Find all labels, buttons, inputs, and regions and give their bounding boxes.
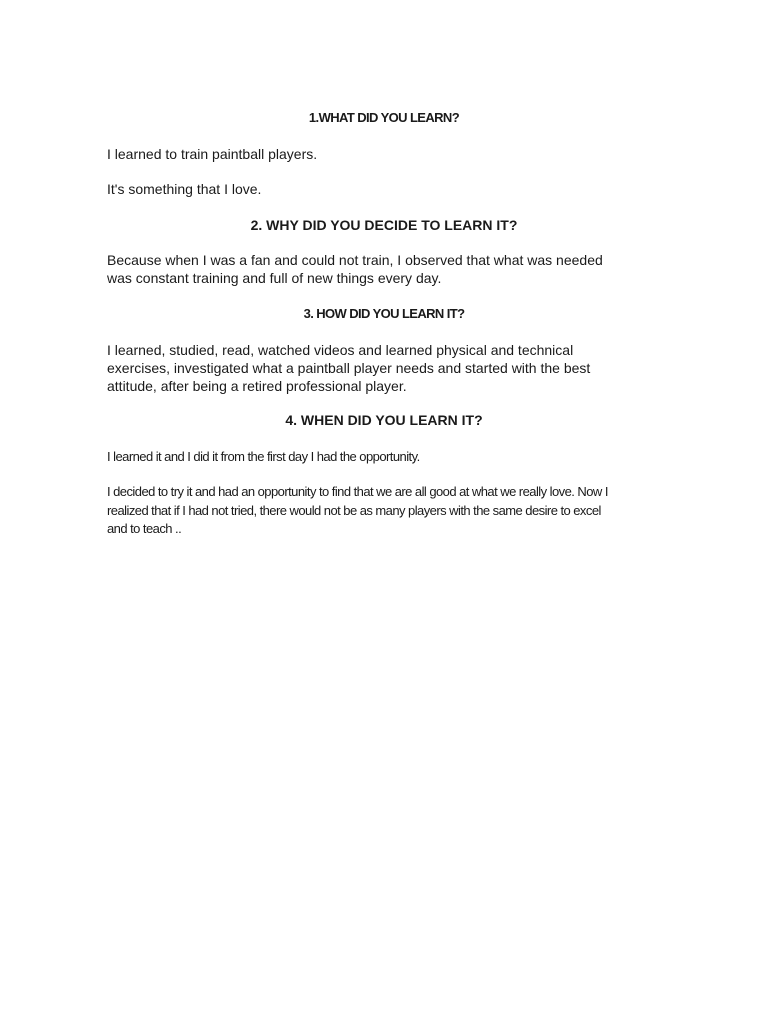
answer-line: and to teach ..	[107, 521, 182, 536]
answer-line: attitude, after being a retired professional player.	[107, 378, 407, 394]
answer-line: exercises, investigated what a paintball player needs and started with the best	[107, 360, 591, 376]
question-2-heading: 2. WHY DID YOU DECIDE TO LEARN IT?	[250, 217, 518, 233]
answer-line: I learned, studied, read, watched videos and learned physical and technical	[107, 342, 574, 358]
answer-line: realized that if I had not tried, there would not be as many players with the same desire to excel	[107, 502, 601, 518]
answer-line: Because when I was a fan and could not train, I observed that what was needed	[107, 252, 603, 268]
question-1-heading: 1.WHAT DID YOU LEARN?	[308, 110, 460, 125]
question-4-heading: 4. WHEN DID YOU LEARN IT?	[285, 412, 483, 428]
question-3-answer	[107, 341, 667, 395]
answer-line: I decided to try it and had an opportunity to find that we are all good at what we really love. Now I	[107, 484, 608, 499]
question-2-answer	[107, 251, 667, 287]
answer-line: was constant training and full of new things every day.	[107, 270, 442, 286]
question-1-answer-line-2: It's something that I love.	[107, 181, 262, 197]
question-4-answer-paragraph	[107, 483, 667, 539]
question-4-answer-line-1: I learned it and I did it from the first day I had the opportunity.	[107, 449, 420, 464]
question-1-answer-line-1: I learned to train paintball players.	[107, 146, 318, 162]
question-3-heading: 3. HOW DID YOU LEARN IT?	[303, 306, 465, 321]
